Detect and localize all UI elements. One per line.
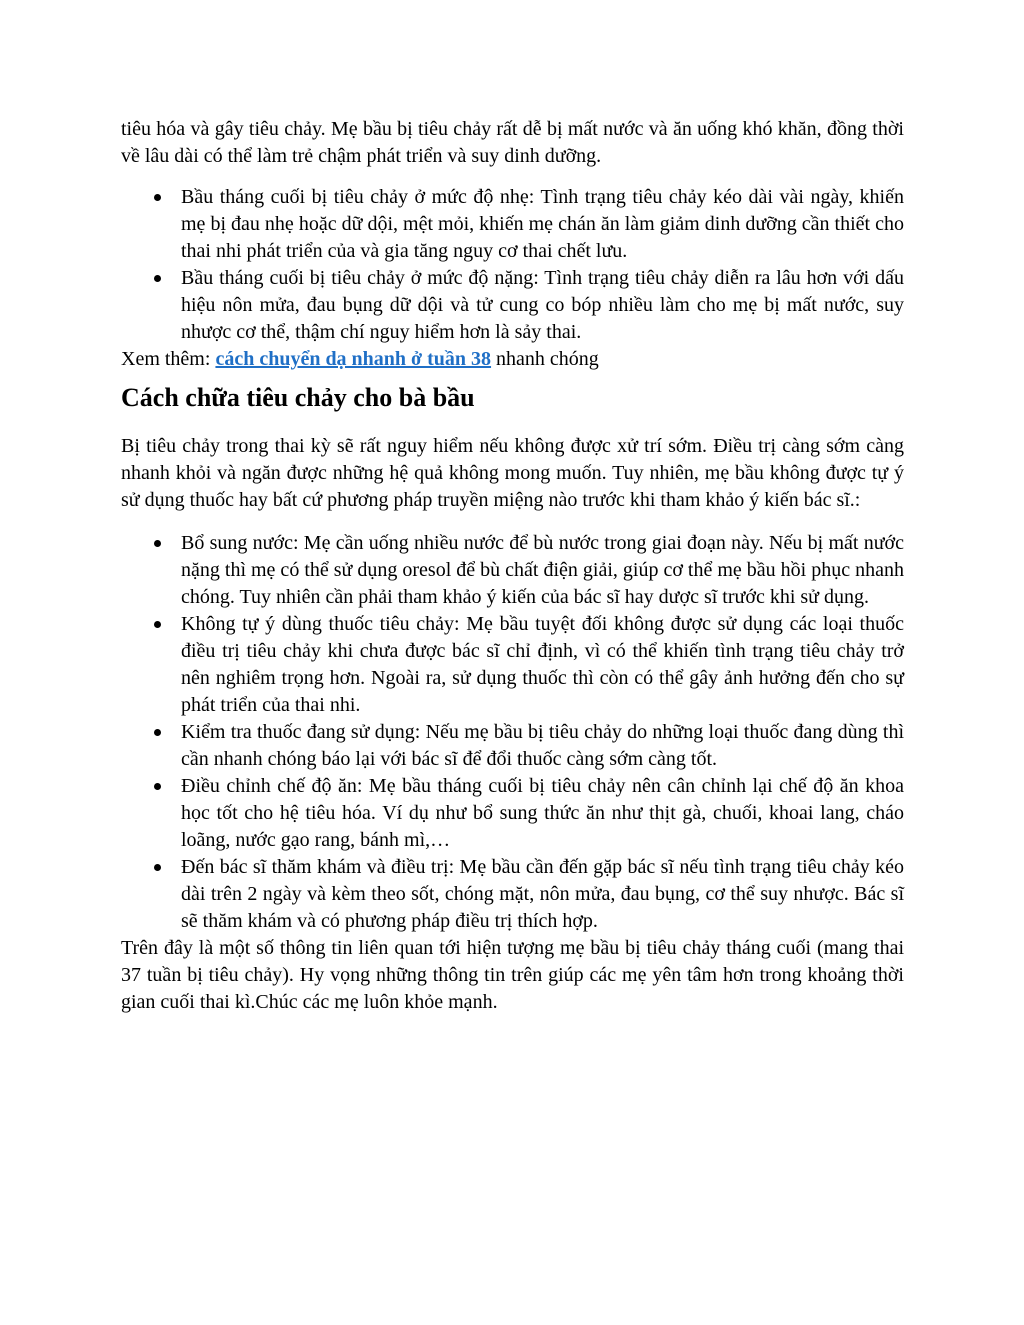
intro-paragraph: Bị tiêu chảy trong thai kỳ sẽ rất nguy hiểm nếu không được xử trí sớm. Điều trị càng sớm càng nhanh khỏi và ngăn được những hệ quả không mong muốn. Tuy nhiên, mẹ bầu không được tự ý sử dụng thuốc hay bất cứ phương pháp truyền miệng nào trước khi tham khảo ý kiến bác sĩ.: bbox=[121, 435, 904, 511]
list-item bbox=[121, 854, 904, 935]
list-item-text: Đến bác sĩ thăm khám và điều trị: Mẹ bầu cần đến gặp bác sĩ nếu tình trạng tiêu chảy kéo dài trên 2 ngày và kèm theo sốt, chóng mặt, nôn mửa, đau bụng, cơ thể suy nhược. Bác sĩ sẽ thăm khám và có phương pháp điều trị thích hợp. bbox=[181, 856, 904, 932]
document-body bbox=[121, 116, 904, 1016]
see-more-line bbox=[121, 346, 904, 373]
list-item-text: Bầu tháng cuối bị tiêu chảy ở mức độ nhẹ: Tình trạng tiêu chảy kéo dài vài ngày, khiến mẹ bị đau nhẹ hoặc dữ dội, mệt mỏi, khiến mẹ chán ăn làm giảm dinh dưỡng cần thiết cho thai nhi phát triển của và gia tăng nguy cơ thai chết lưu. bbox=[181, 186, 904, 262]
list-item-text: Kiểm tra thuốc đang sử dụng: Nếu mẹ bầu bị tiêu chảy do những loại thuốc đang dùng thì cần nhanh chóng báo lại với bác sĩ để đổi thuốc càng sớm càng tốt. bbox=[181, 721, 904, 770]
list-item bbox=[121, 773, 904, 854]
list-item-text: Không tự ý dùng thuốc tiêu chảy: Mẹ bầu tuyệt đối không được sử dụng các loại thuốc điều trị tiêu chảy khi chưa được bác sĩ chỉ định, vì có thể khiến tình trạng tiêu chảy trở nên nghiêm trọng hơn. Ngoài ra, sử dụng thuốc thì còn có thể gây ảnh hưởng đến cho sự phát triển của thai nhi. bbox=[181, 613, 904, 716]
list-item-text: Bổ sung nước: Mẹ cần uống nhiều nước để bù nước trong giai đoạn này. Nếu bị mất nước nặng thì mẹ có thể sử dụng oresol để bù chất điện giải, giúp cơ thể mẹ bầu hồi phục nhanh chóng. Tuy nhiên cần phải tham khảo ý kiến của bác sĩ hay dược sĩ trước khi sử dụng. bbox=[181, 532, 904, 608]
list-item bbox=[121, 530, 904, 611]
bullet-icon bbox=[154, 621, 161, 628]
treatment-list bbox=[121, 530, 904, 935]
list-item bbox=[121, 265, 904, 346]
list-item bbox=[121, 611, 904, 719]
bullet-icon bbox=[154, 540, 161, 547]
bullet-icon bbox=[154, 275, 161, 282]
list-item-text: Điều chỉnh chế độ ăn: Mẹ bầu tháng cuối bị tiêu chảy nên cân chỉnh lại chế độ ăn khoa học tốt cho hệ tiêu hóa. Ví dụ như bổ sung thức ăn như thịt gà, chuối, khoai lang, cháo loãng, nước gạo rang, bánh mì,… bbox=[181, 775, 904, 851]
opening-paragraph: tiêu hóa và gây tiêu chảy. Mẹ bầu bị tiêu chảy rất dễ bị mất nước và ăn uống khó khăn, đồng thời về lâu dài có thể làm trẻ chậm phát triển và suy dinh dưỡng. bbox=[121, 118, 904, 167]
bullet-icon bbox=[154, 729, 161, 736]
closing-paragraph: Trên đây là một số thông tin liên quan tới hiện tượng mẹ bầu bị tiêu chảy tháng cuối (mang thai 37 tuần bị tiêu chảy). Hy vọng những thông tin trên giúp các mẹ yên tâm hơn trong khoảng thời gian cuối thai kì.Chúc các mẹ luôn khỏe mạnh. bbox=[121, 937, 904, 1013]
see-more-prefix: Xem thêm: bbox=[121, 348, 216, 370]
list-item bbox=[121, 184, 904, 265]
section-heading: Cách chữa tiêu chảy cho bà bầu bbox=[121, 383, 475, 412]
see-more-link[interactable]: cách chuyển dạ nhanh ở tuần 38 bbox=[215, 348, 492, 370]
bullet-icon bbox=[154, 783, 161, 790]
bullet-icon bbox=[154, 864, 161, 871]
list-item-text: Bầu tháng cuối bị tiêu chảy ở mức độ nặng: Tình trạng tiêu chảy diễn ra lâu hơn với dấu hiệu nôn mửa, đau bụng dữ dội và tử cung co bóp nhiều làm cho mẹ bị mất nước, suy nhược cơ thể, thậm chí nguy hiểm hơn là sảy thai. bbox=[181, 267, 904, 343]
list-item bbox=[121, 719, 904, 773]
severity-list bbox=[121, 184, 904, 346]
see-more-suffix: nhanh chóng bbox=[491, 348, 599, 370]
bullet-icon bbox=[154, 194, 161, 201]
